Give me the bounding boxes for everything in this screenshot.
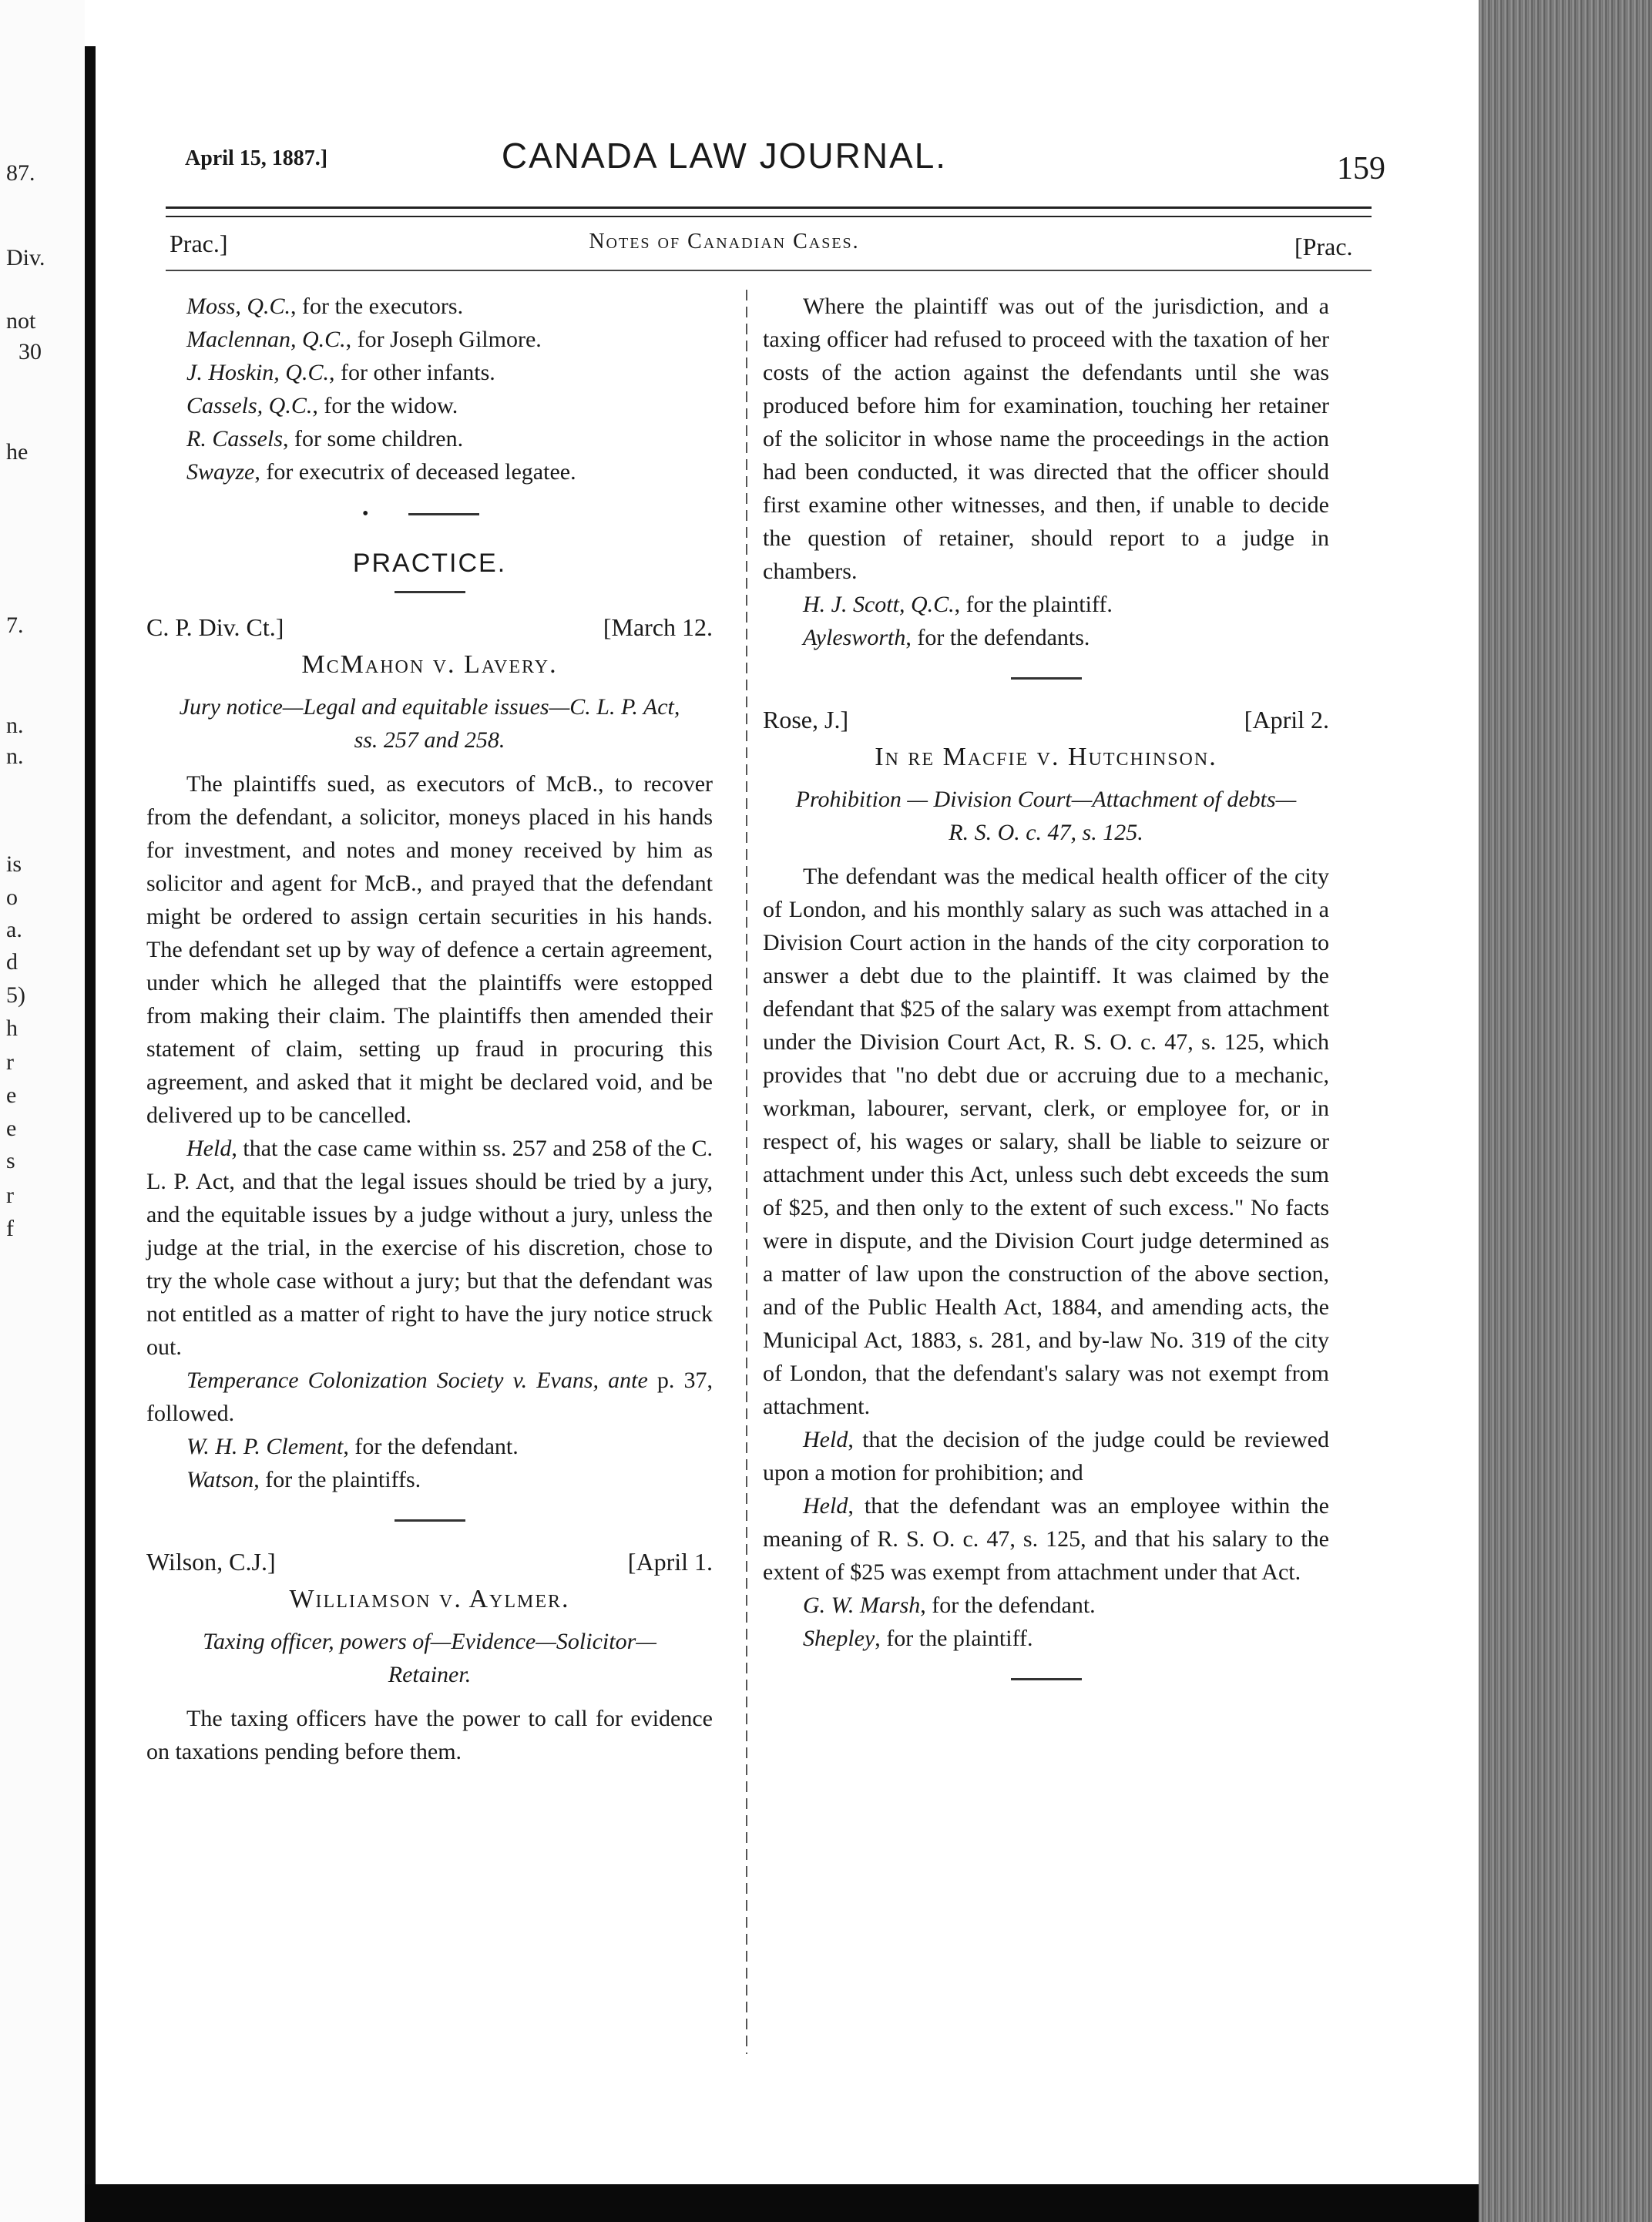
section-rule [166, 270, 1372, 271]
case-headnote: Jury notice—Legal and equitable issues—C. L. P. Act, ss. 257 and 258. [179, 694, 680, 753]
scan-edge-left [85, 46, 96, 2196]
margin-fragment: f [6, 1216, 14, 1241]
margin-fragment: n. [6, 713, 24, 738]
page-number: 159 [1337, 151, 1385, 186]
case-body: The plaintiffs sued, as executors of McB., to recover from the defendant, a solicitor, moneys placed in his hands for investment, and notes and money received by him as solicitor and agent for McB., and prayed that the defendant might be ordered to assign certain securities in his hands. The defendant set up by way of defence a certain agreement, under which he alleged that the plaintiffs were estopped from making their claim. The plaintiffs then amended their statement of claim, setting up fraud in procuring this agreement, and asked that it might be declared void, and be delivered up to be cancelled. [146, 771, 713, 1128]
counsel-line: Swayze, for executrix of deceased legatee. [186, 459, 576, 485]
court-label: Wilson, C.J.] [146, 1548, 276, 1576]
running-header-date: April 15, 1887.] [185, 146, 328, 170]
column-divider [746, 290, 747, 2054]
separator-rule [1011, 1678, 1082, 1680]
case-headnote: Taxing officer, powers of—Evidence—Solicitor—Retainer. [203, 1629, 656, 1687]
left-column [146, 290, 713, 1768]
section-heading: PRACTICE. [352, 549, 507, 578]
margin-fragment: d [6, 949, 18, 975]
scan-edge-bottom [85, 2184, 1479, 2222]
margin-fragment: e [6, 1116, 17, 1141]
counsel-line: H. J. Scott, Q.C., for the plaintiff. [803, 592, 1113, 617]
separator-rule [408, 513, 479, 515]
separator-rule [395, 1519, 465, 1522]
held-paragraph: Held, that the defendant was an employee within the meaning of R. S. O. c. 47, s. 125, and that his salary to the extent of $25 was exempt from attachment under that Act. [763, 1493, 1329, 1585]
case-body: The taxing officers have the power to call for evidence on taxations pending before them. [146, 1706, 713, 1764]
margin-fragment: o [6, 884, 18, 910]
margin-fragment: is [6, 851, 22, 877]
court-label: C. P. Div. Ct.] [146, 613, 284, 641]
margin-fragment: Div. [6, 245, 45, 270]
section-label-right: [Prac. [1294, 233, 1353, 260]
margin-fragment: r [6, 1049, 14, 1075]
court-label: Rose, J.] [763, 706, 849, 733]
counsel-line: J. Hoskin, Q.C., for other infants. [186, 360, 495, 385]
margin-fragment: he [6, 439, 29, 465]
margin-fragment: s [6, 1148, 15, 1173]
header-rule [166, 206, 1372, 209]
margin-fragment: e [6, 1082, 17, 1108]
counsel-line: Cassels, Q.C., for the widow. [186, 393, 458, 418]
citation-paragraph: Temperance Colonization Society v. Evans, ante p. 37, followed. [146, 1368, 713, 1426]
held-paragraph: Held, that the decision of the judge could be reviewed upon a motion for prohibition; and [763, 1427, 1329, 1485]
counsel-line: G. W. Marsh, for the defendant. [803, 1593, 1096, 1618]
counsel-line: Aylesworth, for the defendants. [803, 625, 1090, 650]
counsel-line: Watson, for the plaintiffs. [186, 1467, 421, 1492]
margin-fragment: h [6, 1015, 18, 1041]
separator-block [146, 488, 713, 535]
case-body: The defendant was the medical health officer of the city of London, and his monthly salary as such was attached in a Division Court action in the hands of the city corporation to answer a debt due to the plaintiff. It was claimed by the defendant that $25 of the salary was exempt from attachment under the Division Court Act, R. S. O. c. 47, s. 125, which provides that "no debt due or accruing due to a mechanic, workman, labourer, servant, clerk, or employee for, or in respect of, his wages or salary, shall be liable to seizure or attachment under this Act, unless such debt exceeds the sum of $25, and then only to the extent of such excess." No facts were in dispute, and the Division Court judge determined as a matter of law upon the construction of the above section, and of the Public Health Act, 1884, and amending acts, the Municipal Act, 1883, s. 281, and by-law No. 319 of the city of London, that the defendant's salary was not exempt from attachment. [763, 864, 1329, 1419]
case-header [146, 610, 713, 644]
separator-rule [395, 591, 465, 593]
case-headnote: Prohibition — Division Court—Attachment of debts—R. S. O. c. 47, s. 125. [795, 787, 1297, 845]
counsel-line: Maclennan, Q.C., for Joseph Gilmore. [186, 327, 542, 352]
header-rule [166, 216, 1372, 217]
right-column [763, 290, 1329, 1703]
margin-fragment: n. [6, 743, 24, 769]
separator-rule [1011, 677, 1082, 680]
case-date: [April 2. [1244, 706, 1329, 733]
case-header [763, 703, 1329, 737]
journal-title: CANADA LAW JOURNAL. [501, 136, 948, 176]
case-title: In re Macfie v. Hutchinson. [875, 743, 1217, 771]
margin-fragment: r [6, 1183, 14, 1208]
counsel-line: Moss, Q.C., for the executors. [186, 294, 464, 319]
margin-fragment: 7. [6, 613, 24, 638]
margin-fragment: 5) [6, 982, 25, 1008]
case-body-continued: Where the plaintiff was out of the jurisdiction, and a taxing officer had refused to proceed with the taxation of her costs of the action against the defendants until she was produced before him for examination, touching her retainer of the solicitor in whose name the proceedings in the action had been conducted, it was directed that the officer should first examine other witnesses, and then, if unable to decide the question of retainer, should report to a judge in chambers. [763, 294, 1329, 584]
margin-fragment: a. [6, 917, 22, 942]
counsel-line: Shepley, for the plaintiff. [803, 1626, 1033, 1651]
scan-edge-right [1479, 0, 1652, 2222]
margin-fragment: not [6, 308, 36, 334]
bullet: • [362, 504, 369, 524]
case-title: McMahon v. Lavery. [301, 650, 558, 679]
margin-fragment: 30 [18, 339, 42, 364]
counsel-line: W. H. P. Clement, for the defendant. [186, 1434, 519, 1459]
held-paragraph: Held, that the case came within ss. 257 and 258 of the C. L. P. Act, and that the legal issues should be tried by a jury, and the equitable issues by a judge without a jury, unless the judge at the trial, in the exercise of his discretion, chose to try the whole case without a jury; but that the defendant was not entitled as a matter of right to have the jury notice struck out. [146, 1136, 713, 1360]
counsel-line: R. Cassels, for some children. [186, 426, 464, 451]
section-label-center: Notes of Canadian Cases. [589, 230, 860, 253]
section-label-left: Prac.] [170, 230, 228, 257]
counsel-list [146, 290, 713, 488]
case-title: Williamson v. Aylmer. [289, 1585, 570, 1613]
case-date: [April 1. [627, 1548, 713, 1576]
case-header [146, 1545, 713, 1579]
case-date: [March 12. [603, 613, 713, 641]
margin-fragment: 87. [6, 160, 35, 186]
